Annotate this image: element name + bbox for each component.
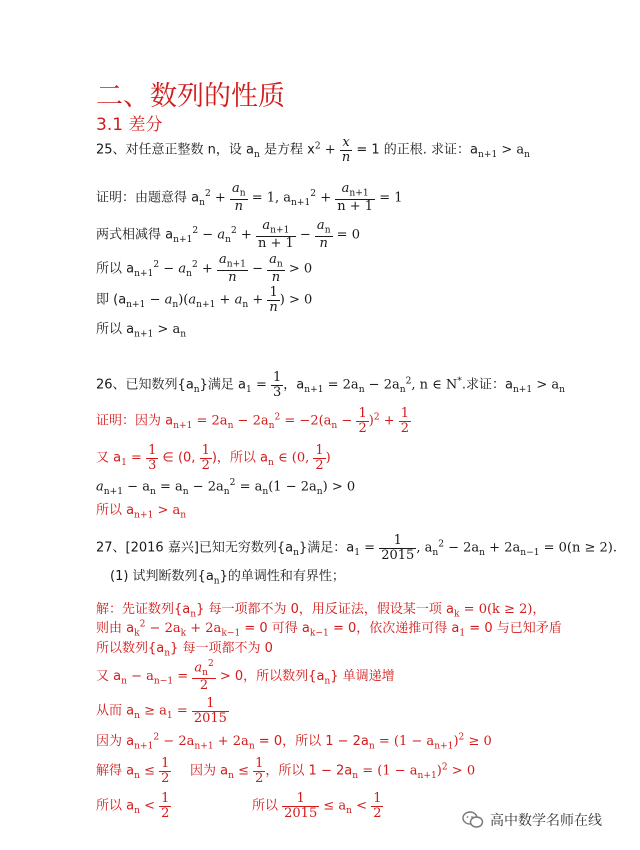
problem-26-statement: 26、已知数列$\{a_n\}$满足 $a_1$ = $\frac{1}{3}$ ，$a_{n+1} = 2a_n - 2a_n^2$, n ∈ N*.求证：$a_{n+1} > a_n$ [96,370,565,400]
problem-27-solution-line-4: 又 $a_n - a_{n-1}$ = $\frac{a_n^2}{2}$ > 0，所以数列$\{a_n\}$ 单调递增 [96,659,395,694]
problem-26-proof-line-1: 证明：因为 $a_{n+1} = 2a_n - 2a_n^2 = -2(a_n$ − $\frac{1}{2}$ )$^2$ + $\frac{1}{2}$ [96,406,410,436]
problem-25-conclusion: 所以 $a_{n+1} > a_n$ [96,322,187,340]
problem-27-solution-line-8a: 所以 $a_n$ < $\frac{1}{2}$ [96,791,170,821]
problem-25-proof-line-4: 即 $(a_{n+1} - a_n)(a_{n+1} + a_n$ + $\frac{1}{n}$ ) > 0 [96,285,313,315]
wechat-icon [462,811,484,829]
problem-27-solution-line-1: 解：先证数列$\{a_n\}$ 每一项都不为 0，用反证法，假设某一项 $a_k = 0(k \ge 2)$， [96,602,546,620]
page-title: 二、数列的性质 [96,81,285,112]
problem-26-proof-line-2: 又 $a_1$ = $\frac{1}{3}$ ∈ (0, $\frac{1}{2}$ )，所以 $a_n$ ∈ (0, $\frac{1}{2}$ ) [96,443,331,473]
watermark-text: 高中数学名师在线 [490,813,602,829]
problem-25-proof-line-3: 所以 $a_{n+1}^2 - a_n^2$ + $\frac{a_{n+1}}{n}$ − $\frac{a_n}{n}$ > 0 [96,252,313,286]
problem-26-conclusion: 所以 $a_{n+1} > a_n$ [96,503,187,521]
problem-26-proof-line-3: $a_{n+1} - a_n = a_n - 2a_n^2 = a_n(1 - 2a_n) > 0$ [96,478,356,497]
problem-27-statement: 27、[2016 嘉兴]已知无穷数列$\{a_n\}$满足：$a_1$ = $\frac{1}{2015}$ , $a_n^2 - 2a_n + 2a_{n-1} = 0(n \ge 2)$. [96,533,617,563]
problem-27-solution-line-7a: 解得 $a_n$ ≤ $\frac{1}{2}$ [96,756,170,786]
problem-27-solution-line-5: 从而 $a_n \ge a_1$ = $\frac{1}{2015}$ [96,696,227,726]
problem-25-proof-line-1: 证明：由题意得 $a_n^2$ + $\frac{a_n}{n}$ = 1, $a_{n+1}^2$ + $\frac{a_{n+1}}{n + 1}$ = 1 [96,181,403,215]
problem-27-solution-line-8b: 所以 $\frac{1}{2015}$ ≤ $a_n$ < $\frac{1}{2}$ [252,791,382,821]
section-subtitle: 3.1 差分 [96,115,163,135]
problem-27-solution-line-2: 则由 $a_k^2 - 2a_k + 2a_{k-1} = 0$ 可得 $a_{k-1} = 0$，依次递推可得 $a_1 = 0$ 与已知矛盾 [96,619,562,639]
problem-27-solution-line-3: 所以数列$\{a_n\}$ 每一项都不为 0 [96,641,273,659]
problem-27-solution-line-7b: 因为 $a_n$ ≤ $\frac{1}{2}$ ，所以 $1 - 2a_n = (1 - a_{n+1})^2 > 0$ [190,756,476,786]
problem-27-question-1: (1) 试判断数列$\{a_n\}$的单调性和有界性； [110,569,345,587]
watermark [462,810,602,830]
problem-27-solution-line-6: 因为 $a_{n+1}^2 - 2a_{n+1} + 2a_n = 0$，所以 $1 - 2a_n = (1 - a_{n+1})^2 \ge 0$ [96,732,492,752]
problem-25-statement: 25、对任意正整数 n，设 $a_n$ 是方程 $x^2$ + $\frac{x}{n}$ = 1 的正根. 求证：$a_{n+1} > a_n$ [96,135,531,165]
problem-25-proof-line-2: 两式相减得 $a_{n+1}^2 - a_n^2$ + $\frac{a_{n+1}}{n + 1}$ − $\frac{a_n}{n}$ = 0 [96,218,360,252]
